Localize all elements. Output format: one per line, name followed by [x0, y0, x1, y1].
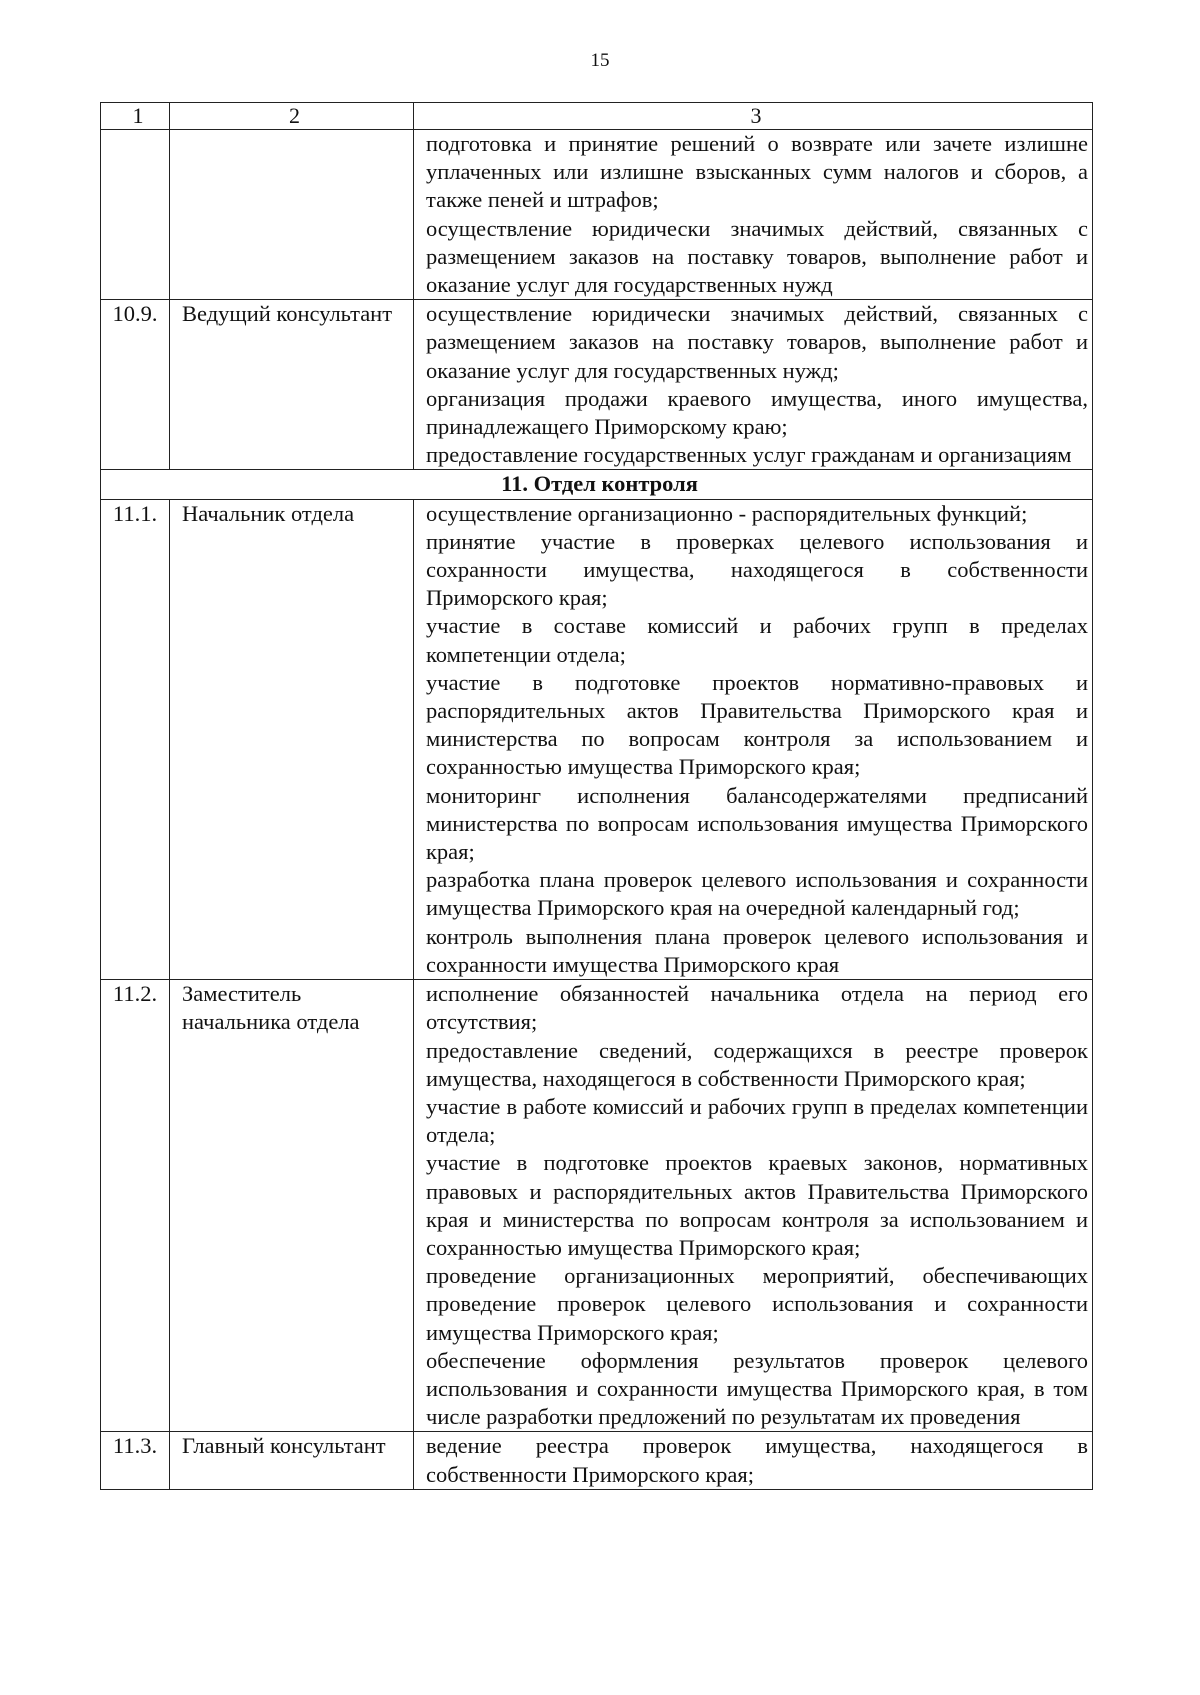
duty-item: осуществление юридически значимых действий, связанных с размещением заказов на поставку товаров, выполнение работ и оказание услуг для государственных нужд; [426, 301, 1088, 383]
duties-cell [414, 1432, 1093, 1489]
row-number [101, 130, 170, 300]
position-name: Начальник отдела [170, 499, 414, 979]
duties-cell [414, 130, 1093, 300]
duty-item: разработка плана проверок целевого использования и сохранности имущества Приморского края на очередной календарный год; [426, 867, 1088, 921]
table-row-continuation [101, 130, 1093, 300]
duty-item: контроль выполнения плана проверок целевого использования и сохранности имущества Приморского края [426, 923, 1088, 977]
duty-item: участие в подготовке проектов нормативно-правовых и распорядительных актов Правительства Приморского края и министерства по вопросам контроля за использованием и сохранностью имущества Приморского края; [426, 669, 1088, 780]
column-header-2: 2 [170, 103, 414, 130]
table-row-10-9 [101, 300, 1093, 470]
duty-item: мониторинг исполнения балансодержателями предписаний министерства по вопросам использования имущества Приморского края; [426, 782, 1088, 865]
duties-cell [414, 300, 1093, 470]
duties-cell [414, 499, 1093, 979]
row-number: 11.1. [101, 499, 170, 979]
duty-item: участие в подготовке проектов краевых законов, нормативных правовых и распорядительных актов Правительства Приморского края и министерства по вопросам контроля за использованием и сохранностью имущества Приморского края; [426, 1150, 1088, 1260]
column-header-1: 1 [101, 103, 170, 130]
duty-item: ведение реестра проверок имущества, находящегося в собственности Приморского края; [426, 1433, 1088, 1487]
duties-cell [414, 980, 1093, 1432]
section-heading-row [101, 470, 1093, 499]
position-name: Главный консультант [170, 1432, 414, 1489]
duties-table [100, 102, 1093, 1490]
duty-item: участие в работе комиссий и рабочих групп в пределах компетенции отдела; [426, 1093, 1088, 1148]
position-name: Ведущий консультант [170, 300, 414, 470]
duty-item: предоставление сведений, содержащихся в реестре проверок имущества, находящегося в собственности Приморского края; [426, 1037, 1088, 1091]
table-row-11-1 [101, 499, 1093, 979]
row-number: 10.9. [101, 300, 170, 470]
duty-item: предоставление государственных услуг гражданам и организациям [426, 442, 1072, 468]
duty-item: осуществление юридически значимых действий, связанных с размещением заказов на поставку товаров, выполнение работ и оказание услуг для государственных нужд [426, 215, 1088, 298]
position-name: Заместитель начальника отдела [170, 980, 414, 1432]
row-number: 11.2. [101, 980, 170, 1432]
duty-item: участие в составе комиссий и рабочих групп в пределах компетенции отдела; [426, 613, 1088, 667]
row-number: 11.3. [101, 1432, 170, 1489]
duty-item: принятие участие в проверках целевого использования и сохранности имущества, находящегося в собственности Приморского края; [426, 528, 1088, 611]
page-number: 15 [590, 50, 610, 71]
table-row-11-2 [101, 980, 1093, 1432]
section-title: 11. Отдел контроля [101, 470, 1093, 499]
table-header-row [101, 103, 1093, 130]
position-name [170, 130, 414, 300]
duty-item: подготовка и принятие решений о возврате или зачете излишне уплаченных или излишне взысканных сумм налогов и сборов, а также пеней и штрафов; [426, 131, 1088, 213]
duty-item: организация продажи краевого имущества, иного имущества, принадлежащего Приморскому краю; [426, 385, 1088, 440]
duty-item: обеспечение оформления результатов проверок целевого использования и сохранности имущества Приморского края, в том числе разработки предложений по результатам их проведения [426, 1347, 1088, 1430]
table-row-11-3 [101, 1432, 1093, 1489]
column-header-3: 3 [414, 103, 1093, 130]
duty-item: осуществление организационно - распорядительных функций; [426, 500, 1028, 526]
duty-item: проведение организационных мероприятий, обеспечивающих проведение проверок целевого использования и сохранности имущества Приморского края; [426, 1263, 1088, 1345]
duty-item: исполнение обязанностей начальника отдела на период его отсутствия; [426, 981, 1088, 1035]
